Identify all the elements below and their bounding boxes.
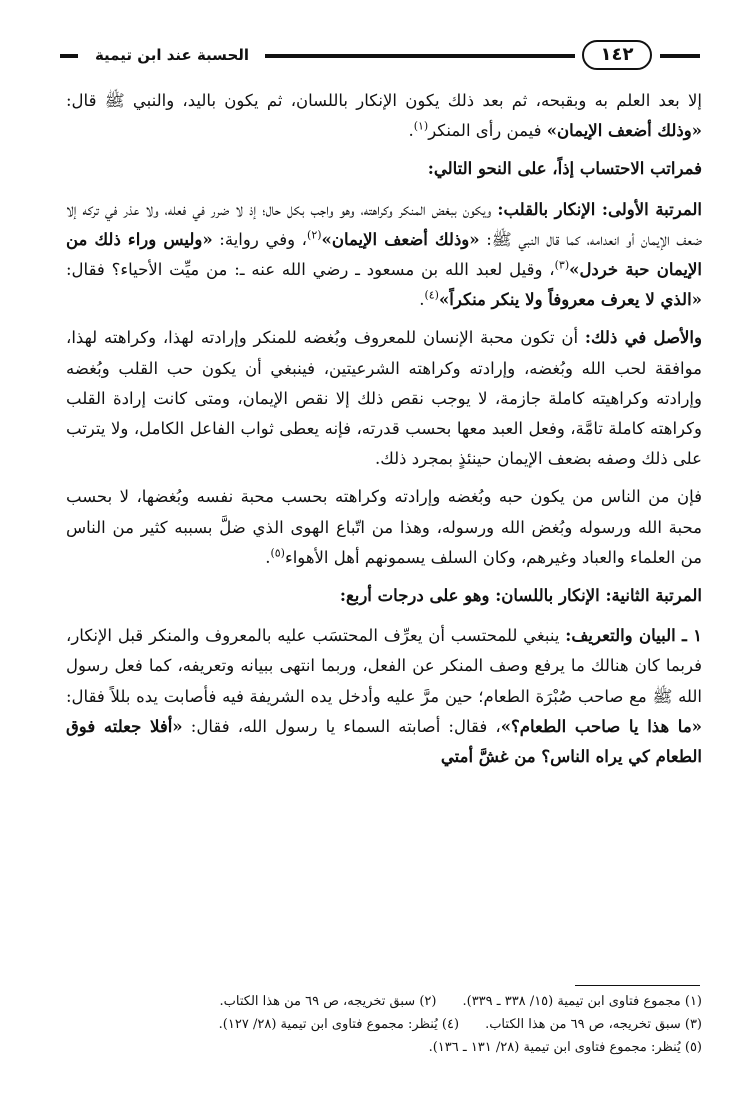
header-rule-left [60,54,78,58]
paragraph-clarification: ١ ـ البيان والتعريف: ينبغي للمحتسب أن يعرِّف المحتسَب عليه بالمعروف والمنكر قبل الإنكار، فربما كان هنالك ما يرفع وصف المنكر عن الفعل، وربما انتهى ببيانه وتعريفه، كما فعل رسول الله ﷺ مع صاحب صُبْرَة الطعام؛ حين مرَّ عليه وأدخل يده الشريفة فيه فأصابت يده بللاً فقال: «ما هذا يا صاحب الطعام؟»، فقال: أصابته السماء يا رسول الله، فقال: «أفلا جعلته فوق الطعام كي يراه الناس؟ من غشَّ أمتي [66,626,703,767]
page-header [60,38,700,74]
footnote-2: (٢) سبق تخريجه، ص ٦٩ من هذا الكتاب. [219,994,437,1009]
paragraph-principle: والأصل في ذلك: أن تكون محبة الإنسان للمعروف وبُغضه للمنكر وإرادته لهذا، وكراهته لهذا، موافقة لحب الله وبُغضه، وإرادته وكراهته الشرعيتين، فينبغي أن يكون حب القلب وبُغضه وإرادته وكراهيته كاملة جازمة، لا يوجب نقص ذلك إلا نقص الإيمان، ومتى كانت إرادة القلب وكراهته كاملة تامَّة، وفعل العبد معها بحسب قدرته، فإنه يعطى ثواب الفاعل الكامل، ولا يترتب على ذلك وصفه بضعف الإيمان حينئذٍ بمجرد ذلك. [66,328,702,469]
footnote-row [66,1036,702,1059]
principle-heading: والأصل في ذلك: [584,328,702,348]
footnotes [66,990,702,1059]
footnote-3: (٣) سبق تخريجه، ص ٦٩ من هذا الكتاب. [485,1017,702,1032]
footnote-ref-3: (٣) [554,258,570,272]
footnote-separator [575,985,700,986]
footnote-row [66,990,702,1013]
body-text [66,86,702,780]
footnote-row [66,1013,702,1036]
footnote-ref-5: (٥) [270,546,285,560]
header-rule-middle [265,54,575,58]
footnote-ref-4: (٤) [424,288,439,302]
footnote-4: (٤) يُنظر: مجموع فتاوى ابن تيمية (٢٨/ ١٢٧). [218,1017,460,1032]
paragraph-first-rank: المرتبة الأولى: الإنكار بالقلب: ويكون ببغض المنكر وكراهته، وهو واجب بكل حال؛ إذ لا ضرر في فعله، ولا عذر في تركه إلا ضعف الإيمان أو انعدامه، كما قال النبي ﷺ: «وذلك أضعف الإيمان»$^{(٢)}$، وفي رواية: «وليس وراء ذلك من الإيمان حبة خردل»$^{(٣)}$، وقيل لعبد الله بن مسعود ـ رضي الله عنه ـ: من ميِّت الأحياء؟ فقال: «الذي لا يعرف معروفاً ولا ينكر منكراً»$^{(٤)}$. [66,199,703,310]
clarification-heading: ١ ـ البيان والتعريف: [565,626,703,646]
footnote-5: (٥) يُنظر: مجموع فتاوى ابن تيمية (٢٨/ ١٣١ ـ ١٣٦). [428,1040,702,1055]
running-title: الحسبة عند ابن تيمية [94,46,250,64]
page-number: ١٤٢ [582,40,652,70]
footnote-1: (١) مجموع فتاوى ابن تيمية (١٥/ ٣٣٨ ـ ٣٣٩). [462,994,702,1009]
hadith-quote: «وذلك أضعف الإيمان» [546,121,702,141]
footnote-ref-1: (١) [413,119,429,133]
paragraph-1: إلا بعد العلم به وبقبحه، ثم بعد ذلك يكون الإنكار باللسان، ثم يكون باليد، والنبي ﷺ قال: «وذلك أضعف الإيمان» فيمن رأى المنكر$^{(١)}$. [66,91,702,141]
paragraph-people: فإن من الناس من يكون حبه وبُغضه وإرادته وكراهته بحسب محبة نفسه وبُغضها، لا بحسب محبة الله ورسوله وبُغض الله ورسوله، وهذا من اتّباع الهوى الذي ضلَّ بسببه كثير من الناس من العلماء والعباد وغيرهم، وكان السلف يسمونهم أهل الأهواء$^{(٥)}$. [66,487,702,567]
footnote-ref-2: (٢) [307,228,322,242]
second-rank-heading: المرتبة الثانية: الإنكار باللسان: وهو على درجات أربع: [339,586,702,606]
header-rule-right [660,54,700,58]
section-heading: فمراتب الاحتساب إذاً، على النحو التالي: [427,159,702,179]
first-rank-heading: المرتبة الأولى: الإنكار بالقلب: [497,199,702,219]
